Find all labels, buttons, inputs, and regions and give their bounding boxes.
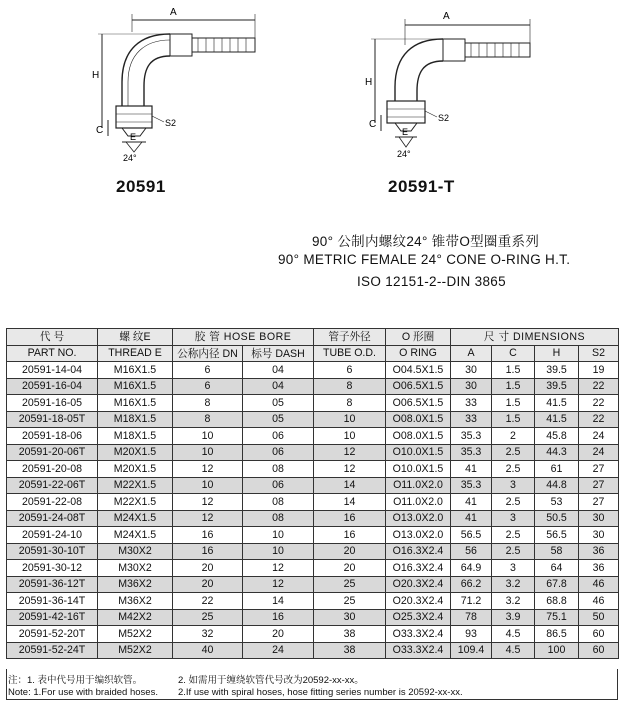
- cell-dim-a: 35.3: [451, 428, 492, 445]
- cell-part-no: 20591-30-10T: [7, 543, 98, 560]
- cell-tube-od: 25: [314, 593, 386, 610]
- table-row: [7, 576, 619, 593]
- cell-dash: 08: [243, 461, 314, 478]
- cell-dim-h: 61: [535, 461, 579, 478]
- cell-dim-a: 30: [451, 378, 492, 395]
- header-h: H: [535, 345, 579, 362]
- cell-dn: 40: [173, 642, 243, 659]
- cell-dash: 04: [243, 378, 314, 395]
- cell-part-no: 20591-16-05: [7, 395, 98, 412]
- dim-h-label: H: [92, 70, 100, 81]
- cell-dim-c: 3.2: [492, 576, 535, 593]
- dim-s2-label: S2: [165, 118, 177, 128]
- cell-dash: 10: [243, 543, 314, 560]
- dimensions-table: [6, 328, 619, 659]
- cell-dn: 16: [173, 527, 243, 544]
- table-row: [7, 461, 619, 478]
- cell-dim-s2: 46: [579, 593, 619, 610]
- cell-dash: 04: [243, 362, 314, 379]
- cell-thread: M20X1.5: [98, 444, 173, 461]
- cell-part-no: 20591-36-12T: [7, 576, 98, 593]
- dim-a-label: A: [170, 7, 177, 18]
- note-cn-2: 2. 如需用于缠绕软管代号改为20592-xx-xx。: [178, 675, 364, 686]
- cell-thread: M18X1.5: [98, 428, 173, 445]
- cell-dash: 08: [243, 510, 314, 527]
- cell-dim-h: 75.1: [535, 609, 579, 626]
- cell-tube-od: 10: [314, 428, 386, 445]
- cell-dim-a: 78: [451, 609, 492, 626]
- note-chinese: [8, 672, 364, 686]
- cell-thread: M36X2: [98, 576, 173, 593]
- model-number-left: 20591: [116, 177, 166, 196]
- cell-dim-h: 44.8: [535, 477, 579, 494]
- cell-part-no: 20591-18-05T: [7, 411, 98, 428]
- cell-part-no: 20591-22-08: [7, 494, 98, 511]
- cell-dim-a: 109.4: [451, 642, 492, 659]
- cell-dim-c: 4.5: [492, 626, 535, 643]
- dim-e-label: E: [130, 132, 137, 142]
- table-row: [7, 560, 619, 577]
- header-code: 代 号: [7, 329, 98, 346]
- cell-dim-c: 2.5: [492, 461, 535, 478]
- cell-part-no: 20591-18-06: [7, 428, 98, 445]
- note-cn-1: 注：1. 表中代号用于编织软管。: [8, 675, 143, 686]
- cell-dim-s2: 22: [579, 411, 619, 428]
- header-thread: THREAD E: [98, 345, 173, 362]
- cell-thread: M16X1.5: [98, 378, 173, 395]
- header-a: A: [451, 345, 492, 362]
- cell-part-no: 20591-30-12: [7, 560, 98, 577]
- header-oring-cn: O 形圈: [386, 329, 451, 346]
- cell-dim-s2: 27: [579, 461, 619, 478]
- cell-tube-od: 16: [314, 510, 386, 527]
- cell-dim-h: 67.8: [535, 576, 579, 593]
- table-row: [7, 362, 619, 379]
- cell-o-ring: O13.0X2.0: [386, 510, 451, 527]
- cell-tube-od: 38: [314, 626, 386, 643]
- cell-dim-s2: 46: [579, 576, 619, 593]
- cell-dim-s2: 60: [579, 626, 619, 643]
- cell-dash: 10: [243, 527, 314, 544]
- cell-dim-c: 1.5: [492, 395, 535, 412]
- table-row: [7, 395, 619, 412]
- elbow-fitting-drawing-right: [345, 5, 545, 165]
- cell-dim-h: 39.5: [535, 378, 579, 395]
- cell-o-ring: O11.0X2.0: [386, 494, 451, 511]
- table-header-row-cn: [7, 329, 619, 346]
- cell-thread: M20X1.5: [98, 461, 173, 478]
- series-title-chinese: 90° 公制内螺纹24° 锥带O型圈重系列: [312, 234, 540, 249]
- cell-o-ring: O13.0X2.0: [386, 527, 451, 544]
- header-dash: 标号 DASH: [243, 345, 314, 362]
- cell-dash: 24: [243, 642, 314, 659]
- cell-part-no: 20591-52-24T: [7, 642, 98, 659]
- dim-a-label: A: [443, 11, 450, 22]
- cell-o-ring: O06.5X1.5: [386, 395, 451, 412]
- angle-label: 24°: [123, 153, 137, 162]
- cell-thread: M24X1.5: [98, 527, 173, 544]
- cell-thread: M52X2: [98, 626, 173, 643]
- table-row: [7, 444, 619, 461]
- cell-dim-c: 1.5: [492, 378, 535, 395]
- cell-dim-h: 64: [535, 560, 579, 577]
- note-en-2: 2.If use with spiral hoses, hose fitting series number is 20592-xx-xx.: [178, 687, 463, 698]
- dim-h-label: H: [365, 77, 373, 88]
- cell-dim-a: 41: [451, 494, 492, 511]
- cell-dim-s2: 27: [579, 494, 619, 511]
- header-hose-bore: 胶 管 HOSE BORE: [173, 329, 314, 346]
- cell-dn: 20: [173, 576, 243, 593]
- cell-dim-s2: 30: [579, 510, 619, 527]
- cell-dash: 12: [243, 560, 314, 577]
- cell-dn: 6: [173, 378, 243, 395]
- cell-tube-od: 12: [314, 461, 386, 478]
- cell-tube-od: 8: [314, 395, 386, 412]
- cell-dash: 06: [243, 444, 314, 461]
- elbow-fitting-diagram: [70, 2, 270, 162]
- dim-s2-label: S2: [438, 113, 450, 123]
- standard-reference: ISO 12151-2--DIN 3865: [357, 274, 506, 289]
- cell-dim-c: 1.5: [492, 411, 535, 428]
- header-part-no: PART NO.: [7, 345, 98, 362]
- table-row: [7, 411, 619, 428]
- cell-tube-od: 12: [314, 444, 386, 461]
- cell-dn: 25: [173, 609, 243, 626]
- cell-dn: 10: [173, 477, 243, 494]
- cell-thread: M24X1.5: [98, 510, 173, 527]
- cell-dim-h: 44.3: [535, 444, 579, 461]
- cell-part-no: 20591-14-04: [7, 362, 98, 379]
- header-c: C: [492, 345, 535, 362]
- header-dn: 公称内径 DN: [173, 345, 243, 362]
- cell-dim-h: 58: [535, 543, 579, 560]
- table-row: [7, 593, 619, 610]
- cell-dim-c: 2.5: [492, 494, 535, 511]
- cell-dim-c: 3: [492, 560, 535, 577]
- cell-dim-c: 4.5: [492, 642, 535, 659]
- table-row: [7, 642, 619, 659]
- cell-dn: 12: [173, 494, 243, 511]
- cell-o-ring: O20.3X2.4: [386, 576, 451, 593]
- header-oring: O RING: [386, 345, 451, 362]
- cell-tube-od: 6: [314, 362, 386, 379]
- cell-dim-s2: 50: [579, 609, 619, 626]
- cell-dn: 32: [173, 626, 243, 643]
- cell-dash: 08: [243, 494, 314, 511]
- cell-tube-od: 14: [314, 477, 386, 494]
- cell-o-ring: O33.3X2.4: [386, 626, 451, 643]
- cell-dash: 06: [243, 428, 314, 445]
- cell-dim-h: 56.5: [535, 527, 579, 544]
- cell-dim-h: 41.5: [535, 395, 579, 412]
- cell-part-no: 20591-20-06T: [7, 444, 98, 461]
- header-s2: S2: [579, 345, 619, 362]
- table-row: [7, 626, 619, 643]
- cell-o-ring: O33.3X2.4: [386, 642, 451, 659]
- cell-tube-od: 10: [314, 411, 386, 428]
- cell-dim-h: 50.5: [535, 510, 579, 527]
- cell-thread: M30X2: [98, 560, 173, 577]
- cell-dim-h: 41.5: [535, 411, 579, 428]
- table-header-row-en: [7, 345, 619, 362]
- dim-e-label: E: [402, 127, 409, 137]
- cell-dim-c: 3.9: [492, 609, 535, 626]
- cell-o-ring: O10.0X1.5: [386, 444, 451, 461]
- cell-dim-a: 33: [451, 395, 492, 412]
- cell-thread: M36X2: [98, 593, 173, 610]
- cell-tube-od: 8: [314, 378, 386, 395]
- cell-thread: M16X1.5: [98, 395, 173, 412]
- cell-thread: M42X2: [98, 609, 173, 626]
- cell-dim-a: 66.2: [451, 576, 492, 593]
- cell-thread: M22X1.5: [98, 477, 173, 494]
- cell-part-no: 20591-24-10: [7, 527, 98, 544]
- cell-part-no: 20591-52-20T: [7, 626, 98, 643]
- cell-dim-s2: 30: [579, 527, 619, 544]
- cell-dim-c: 2.5: [492, 543, 535, 560]
- cell-o-ring: O08.0X1.5: [386, 428, 451, 445]
- elbow-fitting-diagram: [345, 5, 545, 165]
- cell-dn: 12: [173, 510, 243, 527]
- cell-dn: 8: [173, 411, 243, 428]
- cell-dash: 12: [243, 576, 314, 593]
- header-thread-cn: 螺 纹E: [98, 329, 173, 346]
- cell-dash: 05: [243, 395, 314, 412]
- cell-dim-a: 93: [451, 626, 492, 643]
- cell-tube-od: 30: [314, 609, 386, 626]
- header-dimensions: 尺 寸 DIMENSIONS: [451, 329, 619, 346]
- cell-dim-c: 2.5: [492, 527, 535, 544]
- cell-dim-h: 39.5: [535, 362, 579, 379]
- cell-part-no: 20591-16-04: [7, 378, 98, 395]
- cell-thread: M30X2: [98, 543, 173, 560]
- cell-tube-od: 20: [314, 560, 386, 577]
- cell-dim-s2: 24: [579, 444, 619, 461]
- cell-dim-a: 41: [451, 461, 492, 478]
- cell-dim-s2: 22: [579, 378, 619, 395]
- header-tube-cn: 管子外径: [314, 329, 386, 346]
- cell-dim-s2: 36: [579, 543, 619, 560]
- note-en-1: Note: 1.For use with braided hoses.: [8, 687, 158, 698]
- cell-thread: M18X1.5: [98, 411, 173, 428]
- cell-dn: 20: [173, 560, 243, 577]
- cell-dim-a: 35.3: [451, 444, 492, 461]
- cell-dim-h: 53: [535, 494, 579, 511]
- cell-dim-s2: 36: [579, 560, 619, 577]
- model-number-right: 20591-T: [388, 177, 455, 196]
- dim-c-label: C: [96, 125, 104, 136]
- cell-part-no: 20591-24-08T: [7, 510, 98, 527]
- cell-dim-h: 86.5: [535, 626, 579, 643]
- table-row: [7, 527, 619, 544]
- cell-dim-s2: 60: [579, 642, 619, 659]
- cell-dim-h: 45.8: [535, 428, 579, 445]
- table-row: [7, 494, 619, 511]
- cell-dim-c: 3: [492, 477, 535, 494]
- cell-dim-a: 30: [451, 362, 492, 379]
- cell-dim-a: 64.9: [451, 560, 492, 577]
- cell-dim-a: 71.2: [451, 593, 492, 610]
- cell-dash: 06: [243, 477, 314, 494]
- table-row: [7, 543, 619, 560]
- series-title-english: 90° METRIC FEMALE 24° CONE O-RING H.T.: [278, 252, 571, 267]
- cell-dim-a: 35.3: [451, 477, 492, 494]
- cell-tube-od: 14: [314, 494, 386, 511]
- cell-dn: 22: [173, 593, 243, 610]
- cell-dim-h: 68.8: [535, 593, 579, 610]
- cell-tube-od: 38: [314, 642, 386, 659]
- cell-dim-a: 56.5: [451, 527, 492, 544]
- cell-o-ring: O10.0X1.5: [386, 461, 451, 478]
- dim-c-label: C: [369, 119, 377, 130]
- cell-dim-s2: 19: [579, 362, 619, 379]
- header-tube-od: TUBE O.D.: [314, 345, 386, 362]
- cell-thread: M22X1.5: [98, 494, 173, 511]
- cell-dn: 8: [173, 395, 243, 412]
- table-row: [7, 510, 619, 527]
- cell-part-no: 20591-42-16T: [7, 609, 98, 626]
- cell-thread: M16X1.5: [98, 362, 173, 379]
- cell-dash: 05: [243, 411, 314, 428]
- table-row: [7, 609, 619, 626]
- cell-dim-c: 3.2: [492, 593, 535, 610]
- cell-part-no: 20591-20-08: [7, 461, 98, 478]
- cell-part-no: 20591-36-14T: [7, 593, 98, 610]
- cell-o-ring: O16.3X2.4: [386, 543, 451, 560]
- cell-dash: 14: [243, 593, 314, 610]
- cell-o-ring: O16.3X2.4: [386, 560, 451, 577]
- cell-tube-od: 16: [314, 527, 386, 544]
- cell-o-ring: O20.3X2.4: [386, 593, 451, 610]
- cell-dim-a: 33: [451, 411, 492, 428]
- cell-dim-c: 2: [492, 428, 535, 445]
- cell-dim-c: 3: [492, 510, 535, 527]
- cell-part-no: 20591-22-06T: [7, 477, 98, 494]
- note-english: [8, 687, 463, 698]
- cell-o-ring: O11.0X2.0: [386, 477, 451, 494]
- cell-o-ring: O25.3X2.4: [386, 609, 451, 626]
- table-row: [7, 477, 619, 494]
- table-row: [7, 428, 619, 445]
- cell-dash: 16: [243, 609, 314, 626]
- cell-dn: 16: [173, 543, 243, 560]
- cell-dn: 6: [173, 362, 243, 379]
- cell-o-ring: O04.5X1.5: [386, 362, 451, 379]
- cell-dim-c: 2.5: [492, 444, 535, 461]
- cell-tube-od: 20: [314, 543, 386, 560]
- table-row: [7, 378, 619, 395]
- cell-dash: 20: [243, 626, 314, 643]
- cell-dim-c: 1.5: [492, 362, 535, 379]
- cell-o-ring: O08.0X1.5: [386, 411, 451, 428]
- elbow-fitting-drawing-left: [70, 2, 270, 162]
- cell-dim-a: 41: [451, 510, 492, 527]
- cell-tube-od: 25: [314, 576, 386, 593]
- cell-o-ring: O06.5X1.5: [386, 378, 451, 395]
- cell-dim-s2: 22: [579, 395, 619, 412]
- cell-dim-s2: 24: [579, 428, 619, 445]
- cell-dim-a: 56: [451, 543, 492, 560]
- cell-dn: 12: [173, 461, 243, 478]
- cell-dn: 10: [173, 444, 243, 461]
- cell-dim-h: 100: [535, 642, 579, 659]
- cell-dn: 10: [173, 428, 243, 445]
- cell-thread: M52X2: [98, 642, 173, 659]
- angle-label: 24°: [397, 149, 411, 159]
- cell-dim-s2: 27: [579, 477, 619, 494]
